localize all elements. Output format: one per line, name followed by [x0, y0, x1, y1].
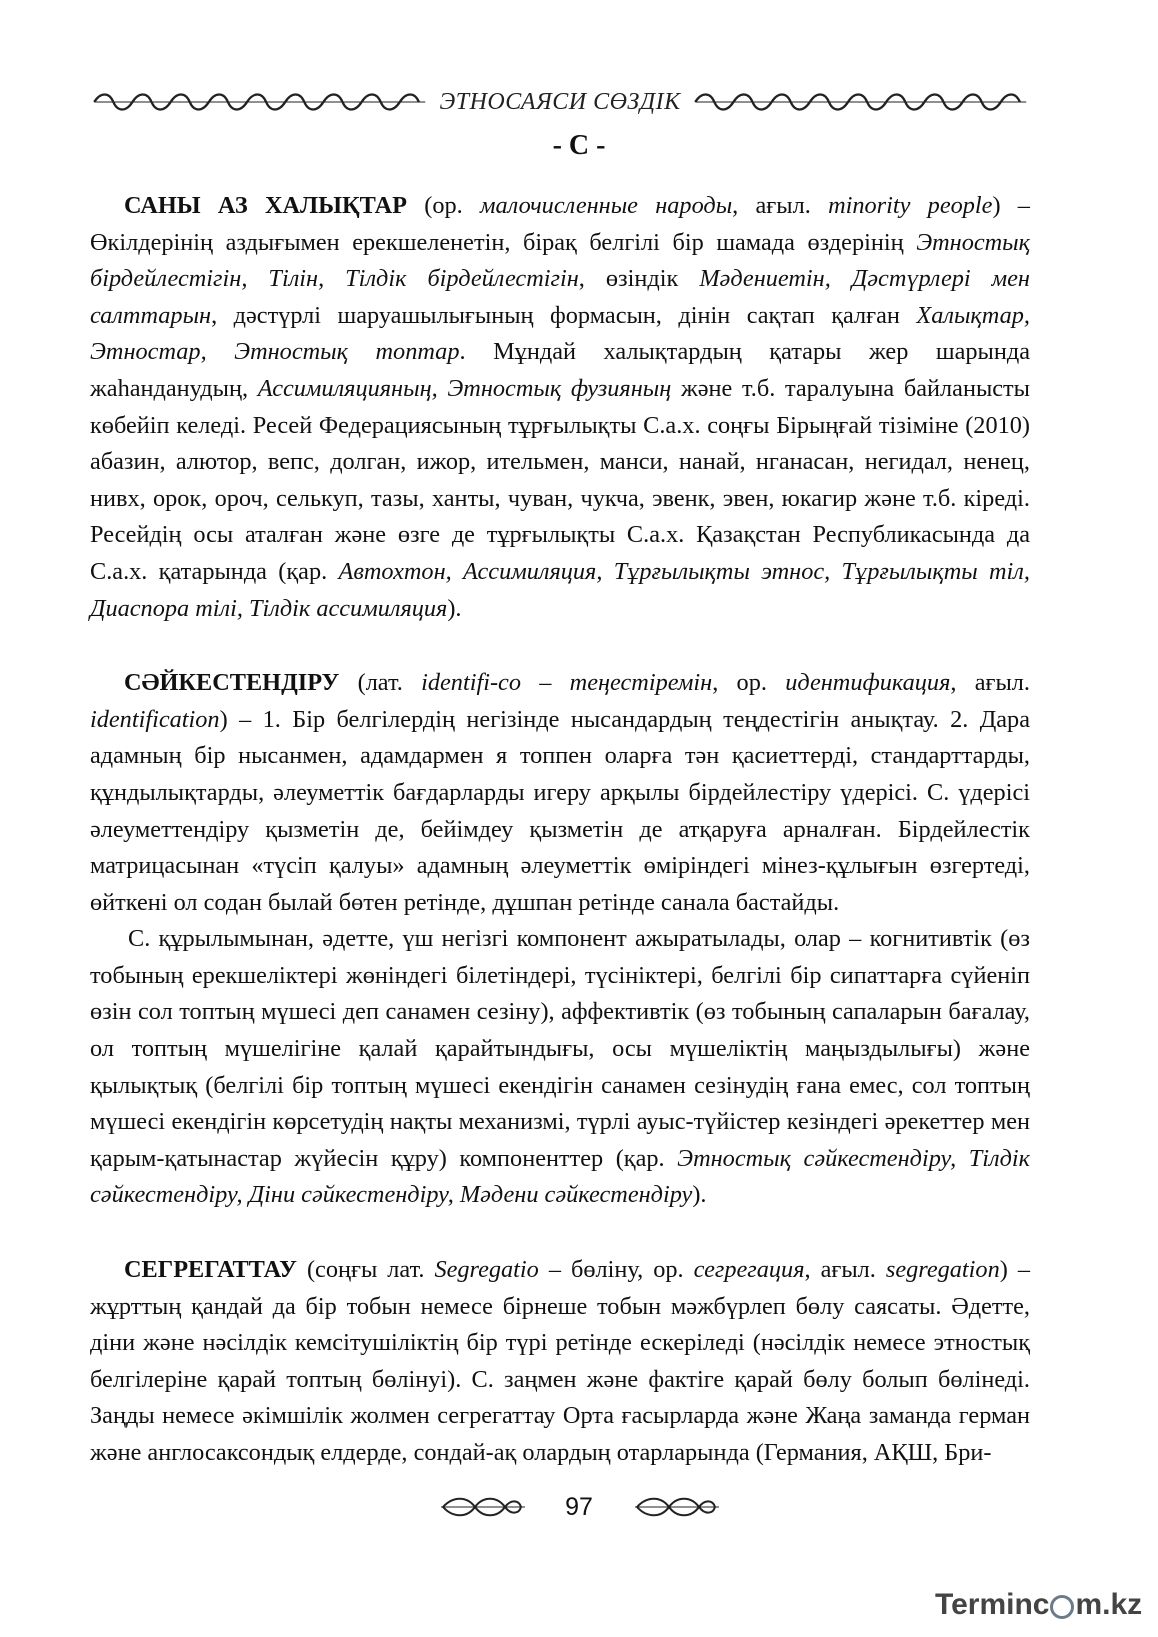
italic-reference: Мәдениетін, Дәстүрлері мен салттарын [90, 265, 1030, 329]
italic-reference: Этностық сәйкестендіру, Тілдік сәйкестендіру, Діни сәйкестендіру, Мәдени сәйкестендіру [90, 1144, 1030, 1209]
italic-reference: сегрегация [693, 1256, 805, 1284]
italic-reference: identification [90, 705, 220, 733]
dictionary-body [90, 188, 1030, 1472]
entry-term: СӘЙКЕСТЕНДІРУ [124, 669, 340, 697]
page-footer [0, 1492, 1158, 1522]
section-letter-heading: - С - [552, 130, 606, 161]
italic-reference: Халықтар, Этностар, Этностық топтар [90, 301, 1030, 366]
entry-term: СЕГРЕГАТТАУ [124, 1256, 297, 1284]
italic-reference: малочисленные народы [480, 192, 733, 219]
ornament-left-icon [90, 90, 430, 114]
entry-gap [90, 627, 1030, 665]
ornament-right-icon [691, 90, 1031, 114]
italic-reference: Segregatio [434, 1256, 539, 1284]
page-number: 97 [565, 1492, 593, 1521]
watermark-text-start: Terminc [935, 1588, 1050, 1621]
entry-saikestendiru-continuation [90, 921, 1030, 1214]
entry-sany-az-halyktar [90, 188, 1030, 627]
swirl-ornament-left-icon [439, 1494, 525, 1520]
entry-definition: (соңғы лат. Segregatio – бөліну, ор. сегрегация, ағыл. segregation) – жұрттың қандай да бір тобын немесе бірнеше тобын мәжбүрлеп бөлу саясаты. Әдетте, діни және нәсілдік кемсітушіліктің бір түрі ретінде ескеріледі (нәсілдік немесе этностық белгілеріне қарай топтың бөлінуі). С. заңмен және фактіге қарай бөлу болып бөлінеді. Заңды немесе әкімшілік жолмен сегрегаттау Орта ғасырларда және Жаңа заманда герман және англосаксондық елдерде, сондай-ақ олардың отарларында (Германия, АҚШ, Бри- [90, 1256, 1030, 1466]
site-watermark [935, 1585, 1145, 1625]
entry-saikestendiru [90, 665, 1030, 921]
entry-definition: (ор. малочисленные народы, ағыл. minority people) – Өкілдерінің аздығымен ерекшеленетін, бірақ белгілі бір шамада өздерінің Этностық бірдейлестігін, Тілін, Тілдік бірдейлестігін, өзіндік Мәдениетін, Дәстүрлері мен салттарын, дәстүрлі шаруашылығының формасын, дінін сақтап қалған Халықтар, Этностар, Этностық топтар. Мұндай халықтардың қатары жер шарында жаһанданудың, Ассимиляцияның, Этностық фузияның және т.б. таралуына байланысты көбейіп келеді. Ресей Федерациясының тұрғылықты С.а.х. соңғы Бірыңғай тізіміне (2010) абазин, алютор, вепс, долган, ижор, ительмен, манси, нанай, нганасан, негидал, ненец, нивх, орок, ороч, селькуп, тазы, ханты, чуван, чукча, эвенк, эвен, юкагир және т.б. кіреді. Ресейдің осы аталған және өзге де тұрғылықты С.а.х. Қазақстан Республикасында да С.а.х. қатарында (қар. Автохтон, Ассимиляция, Тұрғылықты этнос, Тұрғылықты тіл, Диаспора тілі, Тілдік ассимиляция). [90, 192, 1030, 622]
italic-reference: Ассимиляцияның, Этностық фузияның [257, 374, 672, 402]
italic-reference: segregation [885, 1256, 1000, 1284]
italic-reference: identifi-co – теңестіремін [421, 669, 713, 697]
watermark-text-end: m.kz [1075, 1588, 1143, 1621]
entry-definition: (лат. identifi-co – теңестіремін, ор. идентификация, ағыл. identification) – 1. Бір белгілердің негізінде нысандардың теңдестігін анықтау. 2. Дара адамның бір нысанмен, адамдармен я топпен оларға тән қасиеттерді, стандарттарды, құндылықтарды, әлеуметтік бағдарларды игеру арқылы бірдейлестіру үдерісі. С. үдерісі әлеуметтендіру қызметін де, бейімдеу қызметін де атқаруға арналған. Бірдейлестік матрицасынан «түсіп қалуы» адамның әлеуметтік өміріндегі мінез-құлығын өзгертеді, өйткені ол содан былай бөтен ретінде, дұшпан ретінде санала бастайды. [90, 669, 1030, 916]
entry-segregattau [90, 1252, 1030, 1472]
italic-reference: minority people [828, 192, 993, 219]
swirl-ornament-right-icon [633, 1494, 719, 1520]
italic-reference: идентификация [785, 669, 951, 697]
entry-gap [90, 1214, 1030, 1252]
running-title: ЭТНОСАЯСИ СӨЗДІК [439, 88, 681, 115]
watermark-circle-icon [1050, 1595, 1074, 1619]
entry-term: САНЫ АЗ ХАЛЫҚТАР [124, 192, 408, 219]
italic-reference: Этностық бірдейлестігін, Тілін, Тілдік бірдейлестігін [90, 228, 1030, 293]
entry-definition-continuation: С. құрылымынан, әдетте, үш негізгі компонент ажыратылады, олар – когнитивтік (өз тобының ерекшеліктері жөніндегі білетіндері, түсініктері, белгілі бір сипаттарға сүйеніп өзін сол топтың мүшесі деп санамен сезіну), аффективтік (өз тобының сапаларын бағалау, ол топтың мүшелігіне қалай қарайтындығы, осы мүшеліктің маңыздылығы) және қылықтық (белгілі бір топтың мүшесі екендігін санамен сезінудің ғана емес, сол топтың мүшесі екендігін көрсетудің нақты механизмі, түрлі ауыс-түйістер кезіндегі әрекеттер мен қарым-қатынастар жүйесін құру) компоненттер (қар. Этностық сәйкестендіру, Тілдік сәйкестендіру, Діни сәйкестендіру, Мәдени сәйкестендіру). [90, 925, 1030, 1209]
running-header [90, 86, 1030, 118]
italic-reference: Автохтон, Ассимиляция, Тұрғылықты этнос, Тұрғылықты тіл, Диаспора тілі, Тілдік ассимиляция [90, 557, 1030, 622]
